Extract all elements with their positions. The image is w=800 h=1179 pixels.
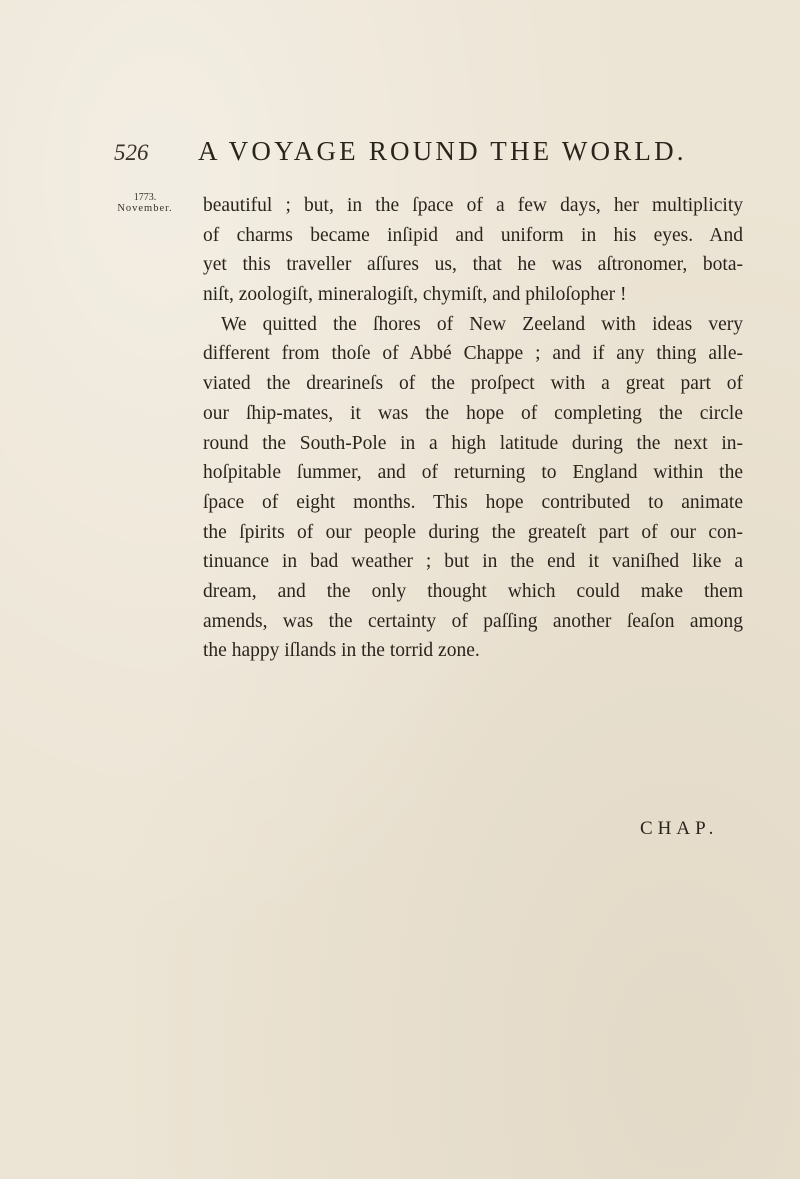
- text-line: of charms became inſipid and uniform in his eyes. And: [203, 224, 743, 246]
- text-line: tinuance in bad weather ; but in the end it vaniſhed like a: [203, 551, 743, 573]
- text-line: hoſpitable ſummer, and of returning to England within the: [203, 462, 743, 484]
- text-line: our ſhip-mates, it was the hope of completing the circle: [203, 402, 743, 424]
- text-line: the happy iſlands in the torrid zone.: [203, 640, 480, 662]
- catchword: CHAP.: [640, 818, 719, 839]
- text-line: beautiful ; but, in the ſpace of a few days, her multiplicity: [203, 195, 743, 216]
- text-line: niſt, zoologiſt, mineralogiſt, chymiſt, and philoſopher !: [203, 284, 627, 306]
- text-line: ſpace of eight months. This hope contributed to animate: [203, 491, 743, 513]
- text-line: dream, and the only thought which could make them: [203, 580, 743, 602]
- text-line: yet this traveller aſſures us, that he was aſtronomer, bota-: [203, 254, 743, 276]
- running-head: A VOYAGE ROUND THE WORLD.: [198, 136, 687, 166]
- text-line: the ſpirits of our people during the greateſt part of our con-: [203, 521, 743, 543]
- page-number: 526: [114, 140, 149, 165]
- text-line: viated the drearineſs of the proſpect with a great part of: [203, 373, 743, 395]
- margin-note-month: November.: [117, 203, 173, 214]
- text-line: different from thoſe of Abbé Chappe ; and if any thing alle-: [203, 343, 743, 365]
- text-line: amends, was the certainty of paſſing another ſeaſon among: [203, 610, 743, 632]
- text-line: round the South-Pole in a high latitude during the next in-: [203, 432, 743, 454]
- body-text: [203, 191, 743, 666]
- margin-note: [108, 192, 182, 214]
- text-line: We quitted the ſhores of New Zeeland with ideas very: [221, 313, 743, 335]
- margin-note-year: 1773.: [133, 192, 157, 203]
